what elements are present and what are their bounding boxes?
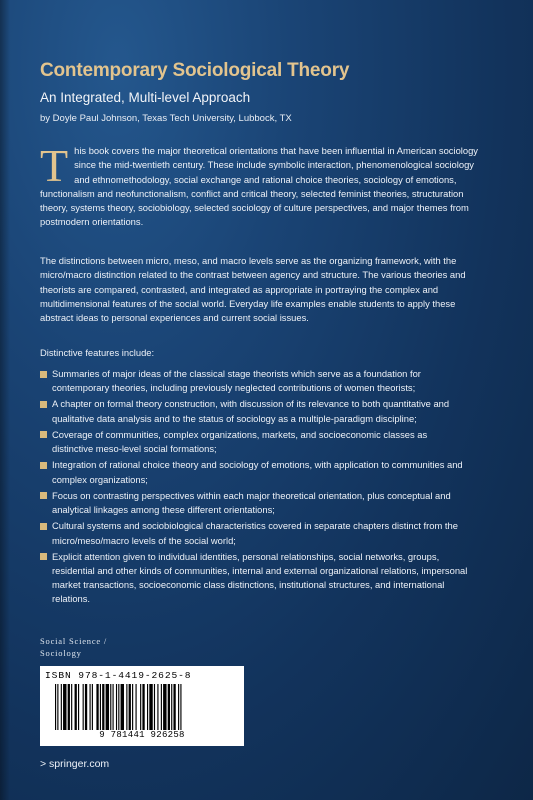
subject-category (40, 635, 107, 659)
feature-text: A chapter on formal theory construction, with discussion of its relevance to both quantitative and qualitative data analysis and to the status of sociology as a multiple-paradigm discipline; (52, 398, 450, 424)
feature-text: Explicit attention given to individual identities, personal relationships, social networks, groups, residential and other kinds of communities, internal and external organizational relations, impersonal market transactions, socioeconomic class distinctions, institutional structures, and international relations. (52, 550, 468, 605)
framework-paragraph: The distinctions between micro, meso, and macro levels serve as the organizing framework, with the micro/macro distinction related to the contrast between agency and structure. The various theories and theorists are compared, contrasted, and integrated as appropriate in portraying the complex and multidimensional features of the social world. Everyday life examples enable students to apply these abstract ideas to personal experiences and current social issues. (40, 255, 466, 324)
features-heading: Distinctive features include: (40, 347, 155, 358)
feature-item (40, 550, 468, 606)
isbn-label: ISBN 978-1-4419-2625-8 (45, 670, 192, 681)
feature-text: Integration of rational choice theory and sociology of emotions, with application to communities and complex organizations; (52, 459, 463, 485)
barcode-bars-icon (53, 684, 231, 730)
barcode-digits: 9 781441 926258 (99, 730, 185, 740)
isbn-barcode (40, 666, 244, 746)
feature-item (40, 428, 468, 456)
intro-text: his book covers the major theoretical orientations that have been influential in American sociology since the mid-twentieth century. These include symbolic interaction, phenomenological sociology and ethnomethodology, social exchange and rational choice theories, sociology of emotions, functionalism and neofunctionalism, conflict and critical theory, selected feminist theories, structuration theory, systems theory, sociobiology, selected sociology of culture perspectives, and major themes from postmodern orientations. (40, 145, 478, 228)
feature-item (40, 519, 468, 547)
feature-item (40, 458, 468, 486)
author-byline: by Doyle Paul Johnson, Texas Tech University, Lubbock, TX (40, 113, 292, 124)
feature-text: Coverage of communities, complex organizations, markets, and socioeconomic classes as distinctive meso-level social formations; (52, 428, 428, 455)
feature-item (40, 489, 468, 517)
features-list (40, 367, 468, 609)
square-bullet-icon (40, 523, 47, 530)
square-bullet-icon (40, 462, 47, 469)
feature-text: Summaries of major ideas of the classical stage theorists which serve as a foundation for contemporary theories, including previously neglected contributions of women theorists; (52, 368, 421, 394)
publisher-website: > springer.com (40, 758, 110, 770)
feature-item (40, 367, 468, 395)
drop-cap-letter: T (40, 140, 69, 191)
intro-paragraph (40, 140, 478, 230)
square-bullet-icon (40, 371, 47, 378)
square-bullet-icon (40, 401, 47, 408)
square-bullet-icon (40, 431, 47, 438)
square-bullet-icon (40, 492, 47, 499)
category-line: Sociology (40, 648, 82, 658)
book-title: Contemporary Sociological Theory (40, 60, 350, 81)
book-subtitle: An Integrated, Multi-level Approach (40, 90, 251, 105)
feature-text: Focus on contrasting perspectives within each major theoretical orientation, plus conceptual and analytical linkages among these different orientations; (52, 489, 451, 516)
category-line: Social Science / (40, 636, 108, 646)
feature-item (40, 397, 468, 425)
square-bullet-icon (40, 553, 47, 560)
feature-text: Cultural systems and sociobiological characteristics covered in separate chapters distinct from the micro/meso/macro levels of the social world; (52, 520, 458, 546)
